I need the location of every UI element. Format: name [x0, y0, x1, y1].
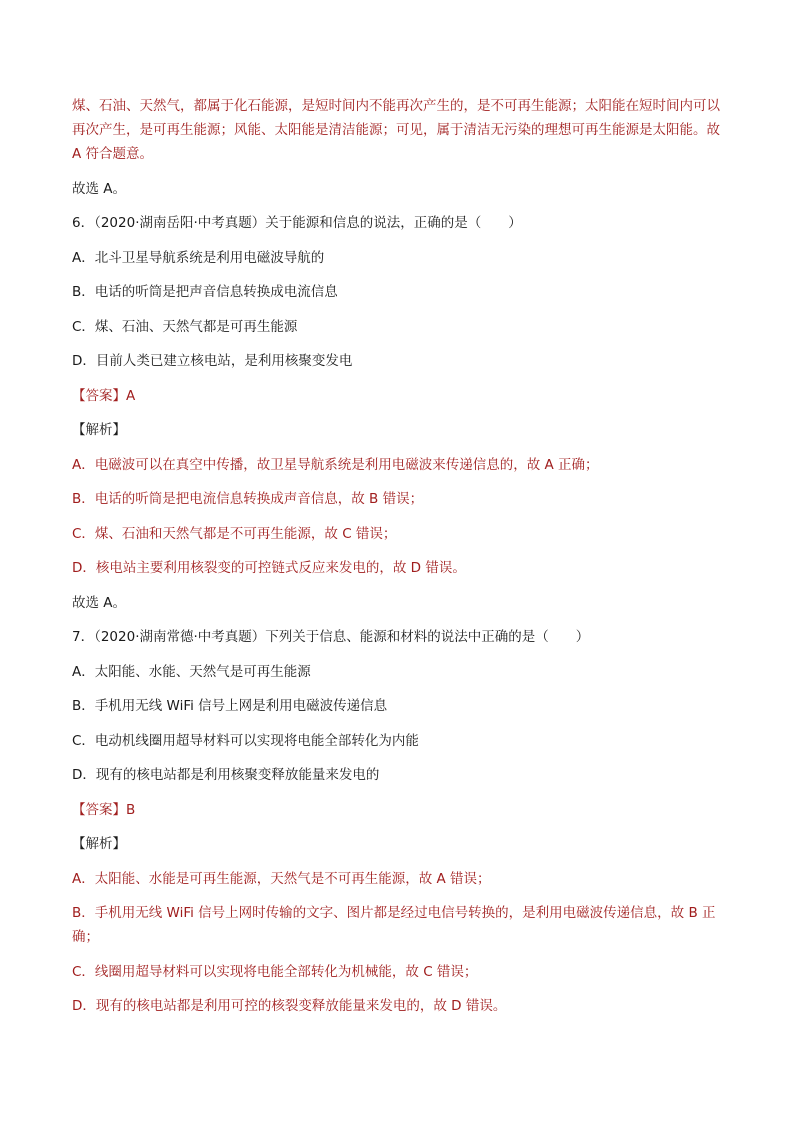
question-6-answer: 【答案】A	[72, 387, 136, 404]
question-6-option-a: A．北斗卫星导航系统是利用电磁波导航的	[72, 249, 325, 266]
question-6-analysis-title: 【解析】	[72, 422, 126, 438]
question-6-option-b: B．电话的听筒是把声音信息转换成电流信息	[72, 284, 338, 300]
question-7-analysis-a: A．太阳能、水能是可再生能源，天然气是不可再生能源，故 A 错误；	[72, 870, 491, 887]
question-7-option-d: D．现有的核电站都是利用核聚变释放能量来发电的	[72, 767, 380, 783]
intro-analysis-text: 煤、石油、天然气，都属于化石能源，是短时间内不能再次产生的，是不可再生能源；太阳能在短时间内可以再次产生，是可再生能源；风能、太阳能是清洁能源；可见，属于清洁无污染的理想可再生能源是太阳能。故 A 符合题意。	[72, 98, 720, 162]
question-7	[72, 625, 732, 1018]
question-7-analysis-c: C．线圈用超导材料可以实现将电能全部转化为机械能，故 C 错误；	[72, 963, 478, 980]
question-7-option-b: B．手机用无线 WiFi 信号上网是利用电磁波传递信息	[72, 698, 388, 714]
question-6-analysis-d: D．核电站主要利用核裂变的可控链式反应来发电的，故 D 错误。	[72, 560, 466, 576]
question-7-option-c: C．电动机线圈用超导材料可以实现将电能全部转化为内能	[72, 732, 419, 749]
question-7-analysis-title: 【解析】	[72, 836, 126, 852]
question-7-option-a: A．太阳能、水能、天然气是可再生能源	[72, 663, 311, 680]
document-page	[72, 94, 732, 1029]
question-7-stem: 7．（2020·湖南常德·中考真题）下列关于信息、能源和材料的说法中正确的是（ ）	[72, 629, 590, 645]
question-6-option-d: D．目前人类已建立核电站，是利用核聚变发电	[72, 353, 353, 369]
question-6-option-c: C．煤、石油、天然气都是可再生能源	[72, 318, 298, 335]
question-6	[72, 211, 732, 615]
question-7-analysis-d: D．现有的核电站都是利用可控的核裂变释放能量来发电的，故 D 错误。	[72, 998, 507, 1014]
question-6-analysis-a: A．电磁波可以在真空中传播，故卫星导航系统是利用电磁波来传递信息的，故 A 正确；	[72, 456, 599, 473]
question-7-analysis-b: B．手机用无线 WiFi 信号上网时传输的文字、图片都是经过电信号转换的，是利用电磁波传递信息，故 B 正确；	[72, 905, 716, 945]
intro-choose-text: 故选 A。	[72, 180, 127, 197]
question-7-answer: 【答案】B	[72, 801, 136, 818]
question-6-choose: 故选 A。	[72, 594, 127, 611]
question-6-stem: 6．（2020·湖南岳阳·中考真题）关于能源和信息的说法，正确的是（ ）	[72, 215, 522, 231]
question-6-analysis-b: B．电话的听筒是把电流信息转换成声音信息，故 B 错误；	[72, 491, 424, 507]
question-6-analysis-c: C．煤、石油和天然气都是不可再生能源，故 C 错误；	[72, 525, 397, 542]
